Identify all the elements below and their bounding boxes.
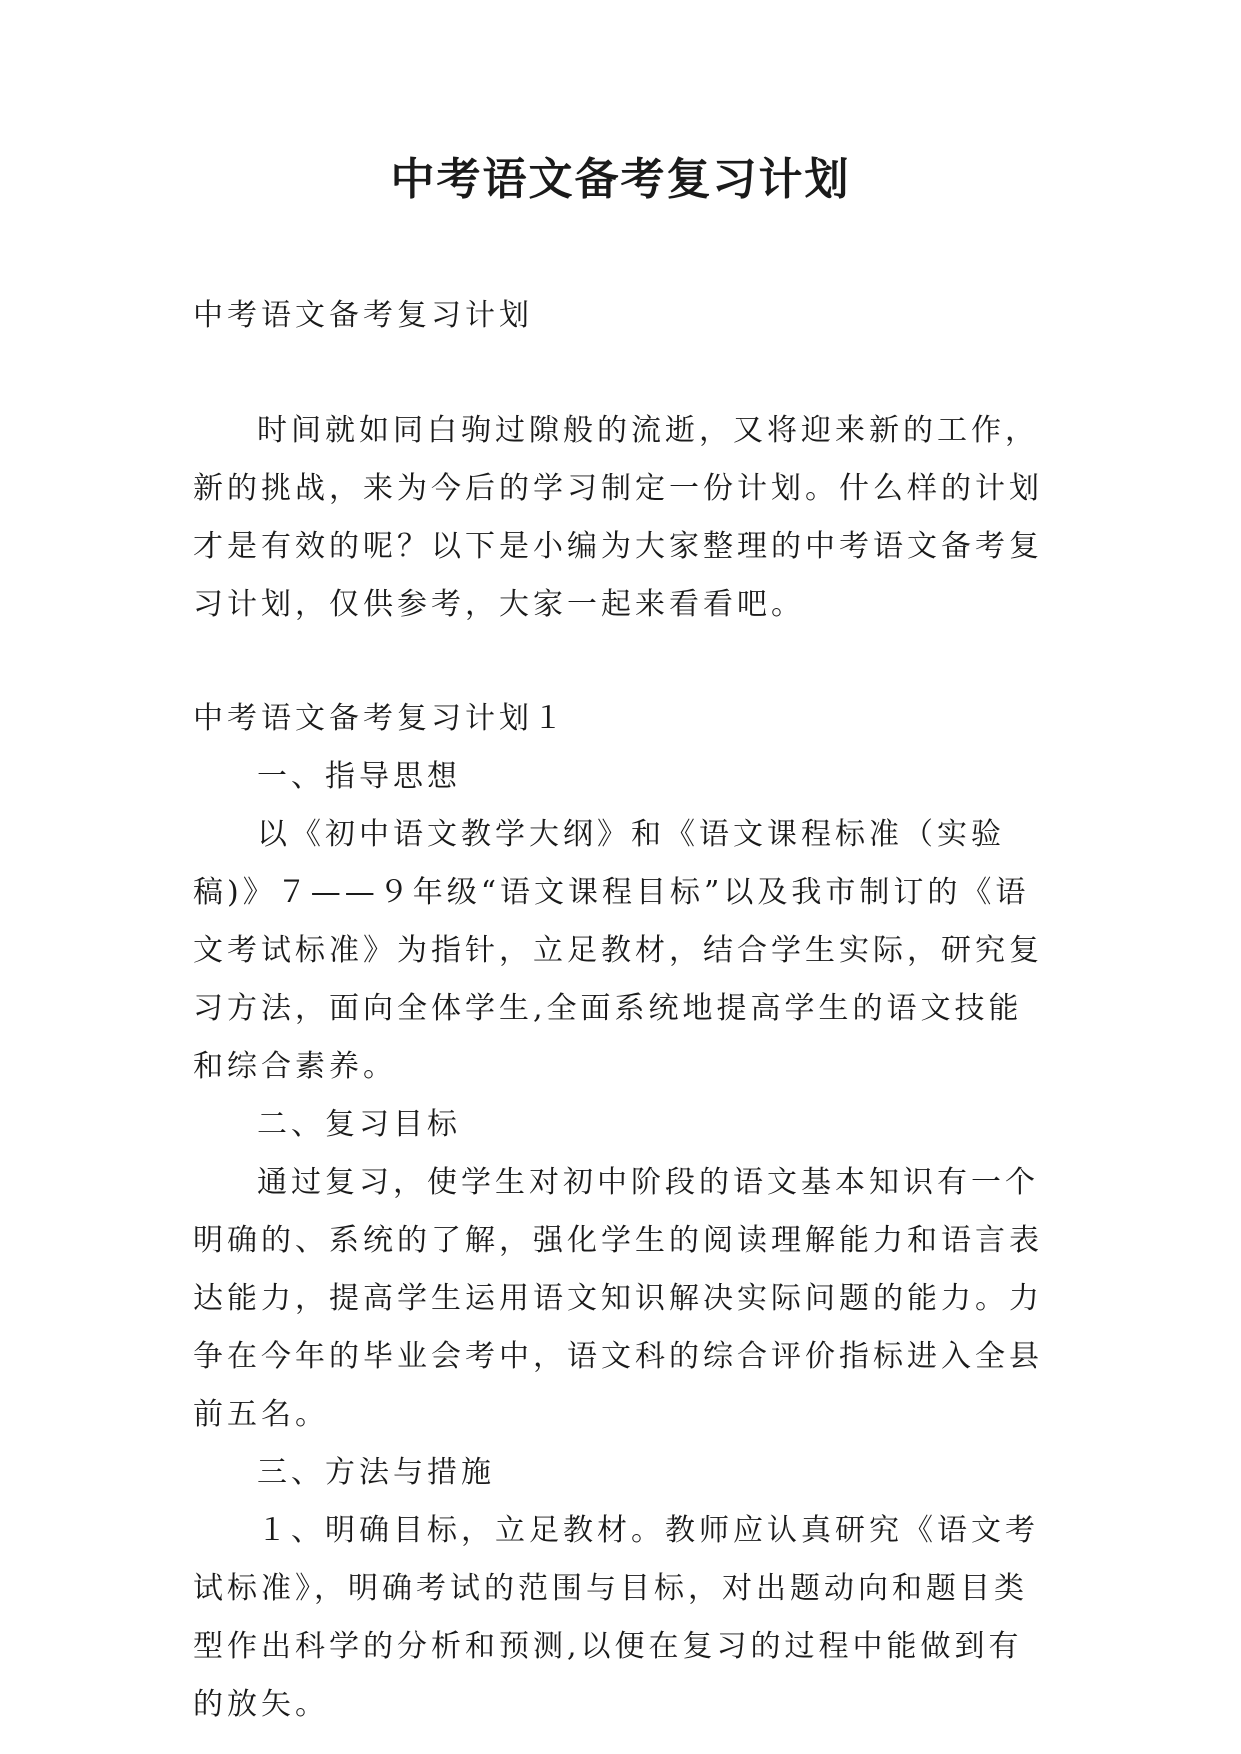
- section-heading-review-goals: 二、复习目标: [257, 1107, 461, 1142]
- section-paragraph-guiding-ideology: 以《初中语文教学大纲》和《语文课程标准（实验稿)》７——９年级“语文课程目标”以及我市制订的《语文考试标准》为指针，立足教材，结合学生实际，研究复习方法，面向全体学生,全面系统地提高学生的语文技能和综合素养。: [193, 817, 1043, 1084]
- section-paragraph-methods: １、明确目标，立足教材。教师应认真研究《语文考试标准》，明确考试的范围与目标，对出题动向和题目类型作出科学的分析和预测,以便在复习的过程中能做到有的放矢。: [193, 1513, 1039, 1722]
- section-heading-guiding-ideology: 一、指导思想: [257, 759, 461, 794]
- section-paragraph-review-goals: 通过复习，使学生对初中阶段的语文基本知识有一个明确的、系统的了解，强化学生的阅读理解能力和语言表达能力，提高学生运用语文知识解决实际问题的能力。力争在今年的毕业会考中，语文科的综合评价指标进入全县前五名。: [193, 1165, 1043, 1432]
- plan-body: [193, 690, 1053, 1734]
- plan-heading: 中考语文备考复习计划１: [193, 701, 567, 736]
- section-heading-methods: 三、方法与措施: [257, 1455, 495, 1490]
- intro-paragraph: 时间就如同白驹过隙般的流逝，又将迎来新的工作，新的挑战，来为今后的学习制定一份计划。什么样的计划才是有效的呢？以下是小编为大家整理的中考语文备考复习计划，仅供参考，大家一起来看看吧。: [193, 413, 1043, 622]
- document-title: 中考语文备考复习计划: [390, 154, 851, 205]
- document-subtitle: 中考语文备考复习计划: [193, 298, 533, 333]
